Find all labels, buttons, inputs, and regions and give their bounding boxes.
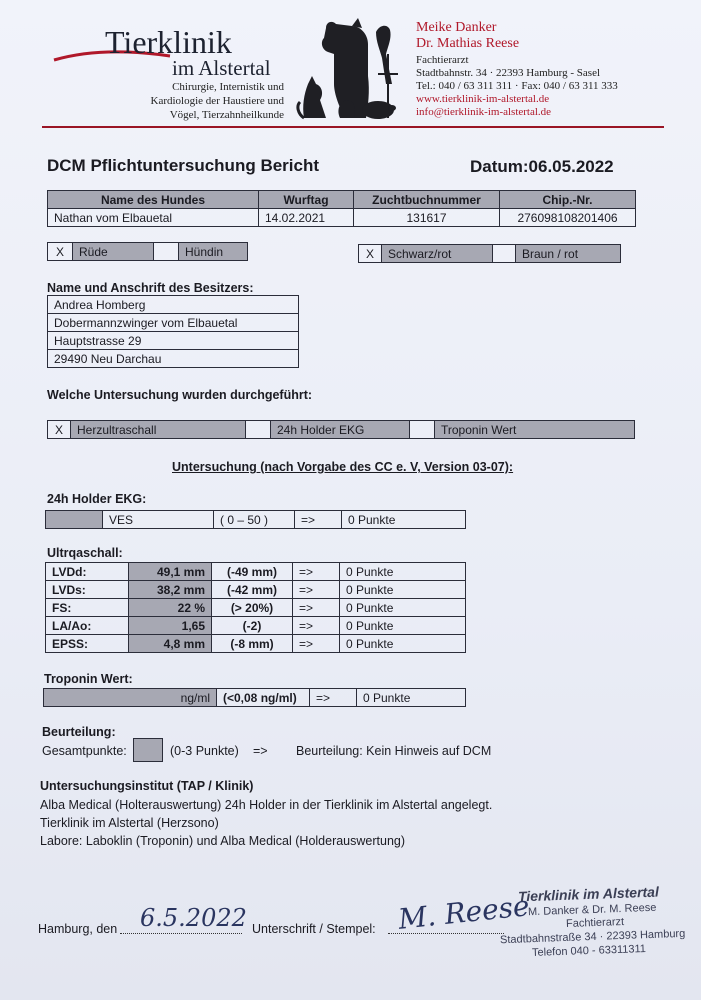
ultrasound-lvds-reference: (-42 mm) <box>212 581 293 599</box>
header-studbook-number: Zuchtbuchnummer <box>354 191 500 209</box>
owner-table <box>47 295 299 368</box>
ultrasound-lvdd-value: 49,1 mm <box>129 563 212 581</box>
troponin-points: 0 Punkte <box>357 689 466 707</box>
ultrasound-epss-reference: (-8 mm) <box>212 635 293 653</box>
doctor-role: Fachtierarzt <box>416 54 469 66</box>
specialty-line-2: Kardiologie der Haustiere und <box>150 95 284 107</box>
male-label: Rüde <box>73 243 154 261</box>
stamp-line-4: Stadtbahnstraße 34 · 22393 Hamburg <box>499 927 686 947</box>
color-checkbox-group <box>358 244 621 263</box>
holter-label: 24h Holder EKG <box>271 421 410 439</box>
doctor-name-1: Meike Danker <box>416 20 497 35</box>
ultrasound-epss-value: 4,8 mm <box>129 635 212 653</box>
ultrasound-lvdd-arrow: => <box>293 563 340 581</box>
header-chip-number: Chip.-Nr. <box>500 191 636 209</box>
holter-points: 0 Punkte <box>342 511 466 529</box>
signature-label: Unterschrift / Stempel: <box>252 922 376 936</box>
female-label: Hündin <box>179 243 248 261</box>
echo-checkbox[interactable]: X <box>48 421 71 439</box>
troponin-range: (<0,08 ng/ml) <box>217 689 310 707</box>
female-checkbox[interactable] <box>154 243 179 261</box>
holter-section-label: 24h Holder EKG: <box>47 492 147 506</box>
ultrasound-lvds-param: LVDs: <box>46 581 129 599</box>
owner-label: Name und Anschrift des Besitzers: <box>47 281 254 295</box>
stamp-line-2: M. Danker & Dr. M. Reese <box>527 901 657 919</box>
assessment-label: Beurteilung: <box>42 725 116 739</box>
troponin-unit: ng/ml <box>44 689 217 707</box>
chip-number-value: 276098108201406 <box>500 209 636 227</box>
black-red-checkbox[interactable]: X <box>359 245 382 263</box>
ultrasound-lvdd-reference: (-49 mm) <box>212 563 293 581</box>
ultrasound-la-ao-points: 0 Punkte <box>340 617 466 635</box>
ultrasound-fs-param: FS: <box>46 599 129 617</box>
ultrasound-fs-reference: (> 20%) <box>212 599 293 617</box>
total-points-range: (0-3 Punkte) <box>170 744 239 758</box>
holter-table <box>45 510 466 529</box>
owner-city: 29490 Neu Darchau <box>48 350 299 368</box>
clinic-website: www.tierklinik-im-alstertal.de <box>416 93 550 105</box>
handwritten-date: 6.5.2022 <box>140 904 247 932</box>
specialty-line-3: Vögel, Tierzahnheilkunde <box>169 109 284 121</box>
ultrasound-row-epss <box>46 635 466 653</box>
handwritten-signature: M. Reese <box>396 889 532 936</box>
stamp-line-5: Telefon 040 - 63311311 <box>531 943 647 959</box>
ultrasound-lvdd-points: 0 Punkte <box>340 563 466 581</box>
header-dog-name: Name des Hundes <box>48 191 259 209</box>
total-points-label: Gesamtpunkte: <box>42 744 127 758</box>
troponin-table <box>43 688 466 707</box>
clinic-address: Stadtbahnstr. 34 · 22393 Hamburg - Sasel <box>416 67 601 79</box>
clinic-phone: Tel.: 040 / 63 311 311 · Fax: 040 / 63 311 333 <box>416 80 618 92</box>
ultrasound-epss-param: EPSS: <box>46 635 129 653</box>
sex-checkbox-group <box>47 242 248 261</box>
troponin-checkbox[interactable] <box>410 421 435 439</box>
animals-logo-icon <box>296 14 406 122</box>
black-red-label: Schwarz/rot <box>382 245 493 263</box>
clinic-logo-sub: im Alstertal <box>172 56 271 80</box>
institute-label: Untersuchungsinstitut (TAP / Klinik) <box>40 779 254 793</box>
exams-checkbox-group <box>47 420 635 439</box>
exams-label: Welche Untersuchung wurden durchgeführt: <box>47 388 313 402</box>
holter-ves-label: VES <box>103 511 214 529</box>
ultrasound-row-lvds <box>46 581 466 599</box>
ultrasound-epss-arrow: => <box>293 635 340 653</box>
stamp-line-3: Fachtierarzt <box>565 915 625 931</box>
echo-label: Herzultraschall <box>71 421 246 439</box>
ultrasound-la-ao-reference: (-2) <box>212 617 293 635</box>
header-birth-date: Wurftag <box>259 191 354 209</box>
institute-line-2: Tierklinik im Alstertal (Herzsono) <box>40 816 219 830</box>
ultrasound-lvds-points: 0 Punkte <box>340 581 466 599</box>
clinic-email: info@tierklinik-im-alstertal.de <box>416 106 552 118</box>
ultrasound-fs-arrow: => <box>293 599 340 617</box>
holter-arrow: => <box>295 511 342 529</box>
specialty-line-1: Chirurgie, Internistik und <box>172 81 284 93</box>
studbook-number-value: 131617 <box>354 209 500 227</box>
ultrasound-lvdd-param: LVDd: <box>46 563 129 581</box>
dog-name-value: Nathan vom Elbauetal <box>48 209 259 227</box>
section-title: Untersuchung (nach Vorgabe des CC e. V, Version 03-07): <box>172 460 514 474</box>
ultrasound-fs-points: 0 Punkte <box>340 599 466 617</box>
ultrasound-row-la-ao <box>46 617 466 635</box>
ultrasound-row-fs <box>46 599 466 617</box>
header-divider <box>42 126 664 128</box>
holter-range: ( 0 – 50 ) <box>214 511 295 529</box>
brown-red-checkbox[interactable] <box>493 245 516 263</box>
holter-checkbox[interactable] <box>246 421 271 439</box>
troponin-arrow: => <box>310 689 357 707</box>
brown-red-label: Braun / rot <box>516 245 621 263</box>
male-checkbox[interactable]: X <box>48 243 73 261</box>
ultrasound-section-label: Ultrqaschall: <box>47 546 123 560</box>
institute-line-3: Labore: Laboklin (Troponin) und Alba Medical (Holderauswertung) <box>40 834 406 848</box>
assessment-result: Beurteilung: Kein Hinweis auf DCM <box>296 744 492 758</box>
ultrasound-fs-value: 22 % <box>129 599 212 617</box>
birth-date-value: 14.02.2021 <box>259 209 354 227</box>
ultrasound-row-lvdd <box>46 563 466 581</box>
troponin-label: Troponin Wert <box>435 421 635 439</box>
ultrasound-la-ao-param: LA/Ao: <box>46 617 129 635</box>
report-title: DCM Pflichtuntersuchung Bericht <box>47 156 320 175</box>
report-date: Datum:06.05.2022 <box>470 157 614 176</box>
doctor-name-2: Dr. Mathias Reese <box>416 36 520 51</box>
place-label: Hamburg, den <box>38 922 118 936</box>
clinic-logo-name: Tierklinik <box>105 24 232 60</box>
stamp-line-1: Tierklinik im Alstertal <box>517 883 660 905</box>
ultrasound-lvds-arrow: => <box>293 581 340 599</box>
ultrasound-table <box>45 562 466 653</box>
ultrasound-epss-points: 0 Punkte <box>340 635 466 653</box>
owner-name: Andrea Homberg <box>48 296 299 314</box>
total-points-box <box>133 738 163 762</box>
institute-line-1: Alba Medical (Holterauswertung) 24h Holder in der Tierklinik im Alstertal angelegt. <box>40 798 493 812</box>
dog-info-table <box>47 190 636 227</box>
troponin-section-label: Troponin Wert: <box>44 672 133 686</box>
date-line <box>120 933 242 934</box>
total-points-arrow: => <box>253 744 268 758</box>
ultrasound-la-ao-arrow: => <box>293 617 340 635</box>
owner-street: Hauptstrasse 29 <box>48 332 299 350</box>
owner-kennel: Dobermannzwinger vom Elbauetal <box>48 314 299 332</box>
ultrasound-la-ao-value: 1,65 <box>129 617 212 635</box>
holter-value-cell <box>46 511 103 529</box>
ultrasound-lvds-value: 38,2 mm <box>129 581 212 599</box>
